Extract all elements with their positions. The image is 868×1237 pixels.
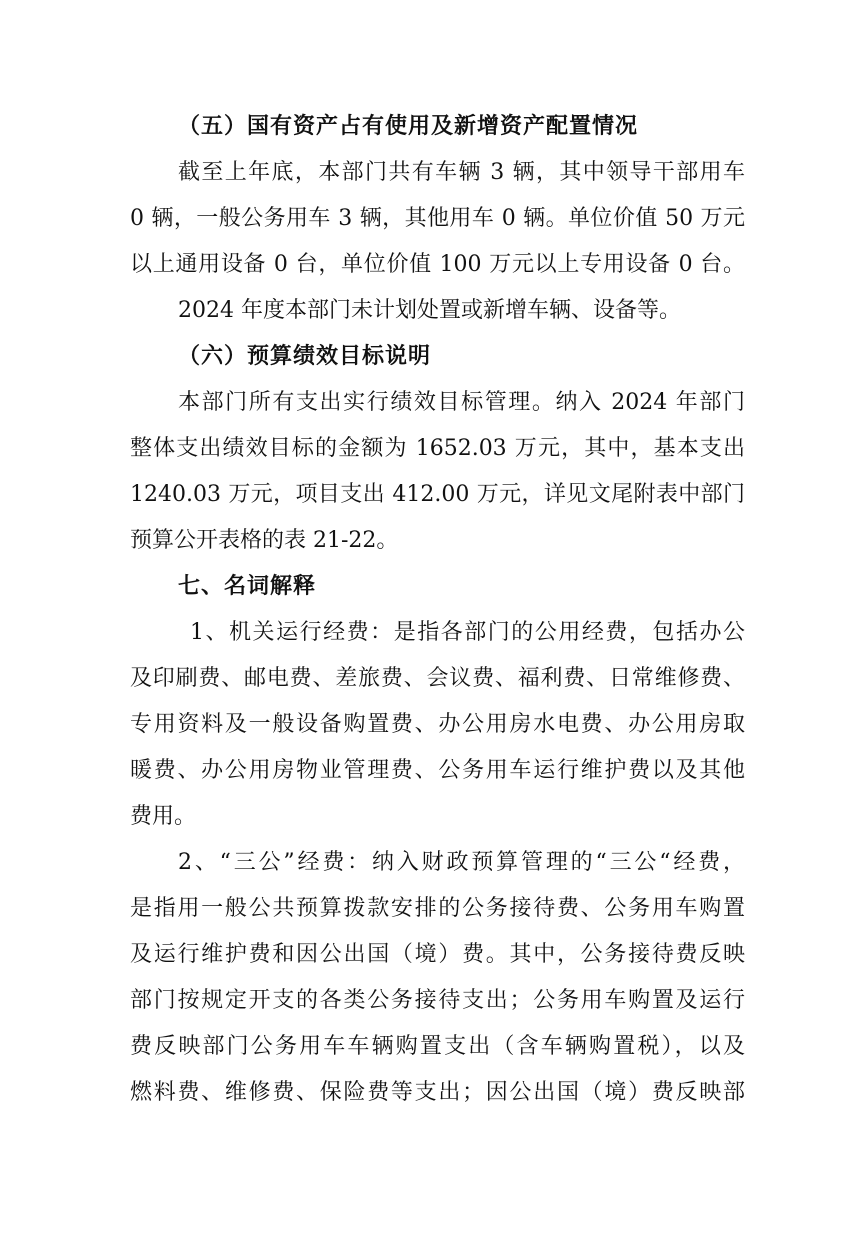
paragraph-line: 及运行维护费和因公出国（境）费。其中，公务接待费反映	[130, 942, 745, 967]
paragraph-line: 0 辆，一般公务用车 3 辆，其他用车 0 辆。单位价值 50 万元	[130, 206, 745, 231]
paragraph-line: 专用资料及一般设备购置费、办公用房水电费、办公用房取	[130, 712, 745, 737]
paragraph-line: 费用。	[130, 804, 197, 829]
paragraph-line: 部门按规定开支的各类公务接待支出；公务用车购置及运行	[130, 988, 745, 1013]
paragraph-line: 1、机关运行经费：是指各部门的公用经费，包括办公	[190, 620, 745, 645]
paragraph-line: 预算公开表格的表 21-22。	[130, 528, 399, 553]
paragraph-line: 1240.03 万元，项目支出 412.00 万元，详见文尾附表中部门	[130, 482, 745, 507]
paragraph-line: 截至上年底，本部门共有车辆 3 辆，其中领导干部用车	[178, 160, 745, 185]
paragraph-line: 2024 年度本部门未计划处置或新增车辆、设备等。	[178, 298, 681, 323]
paragraph-line: 暖费、办公用房物业管理费、公务用车运行维护费以及其他	[130, 758, 745, 783]
section-heading-assets: （五）国有资产占有使用及新增资产配置情况	[178, 114, 639, 139]
section-heading-performance: （六）预算绩效目标说明	[178, 344, 432, 369]
paragraph-line: 以上通用设备 0 台，单位价值 100 万元以上专用设备 0 台。	[130, 252, 745, 277]
paragraph-line: 费反映部门公务用车车辆购置支出（含车辆购置税），以及	[130, 1034, 745, 1059]
paragraph-line: 是指用一般公共预算拨款安排的公务接待费、公务用车购置	[130, 896, 745, 921]
paragraph-line: 及印刷费、邮电费、差旅费、会议费、福利费、日常维修费、	[130, 666, 745, 691]
paragraph-line: 2、“三公”经费：纳入财政预算管理的“三公“经费，	[178, 850, 745, 875]
paragraph-line: 整体支出绩效目标的金额为 1652.03 万元，其中，基本支出	[130, 436, 745, 461]
section-heading-glossary: 七、名词解释	[178, 574, 317, 599]
paragraph-line: 燃料费、维修费、保险费等支出；因公出国（境）费反映部	[130, 1080, 745, 1105]
paragraph-line: 本部门所有支出实行绩效目标管理。纳入 2024 年部门	[178, 390, 745, 415]
